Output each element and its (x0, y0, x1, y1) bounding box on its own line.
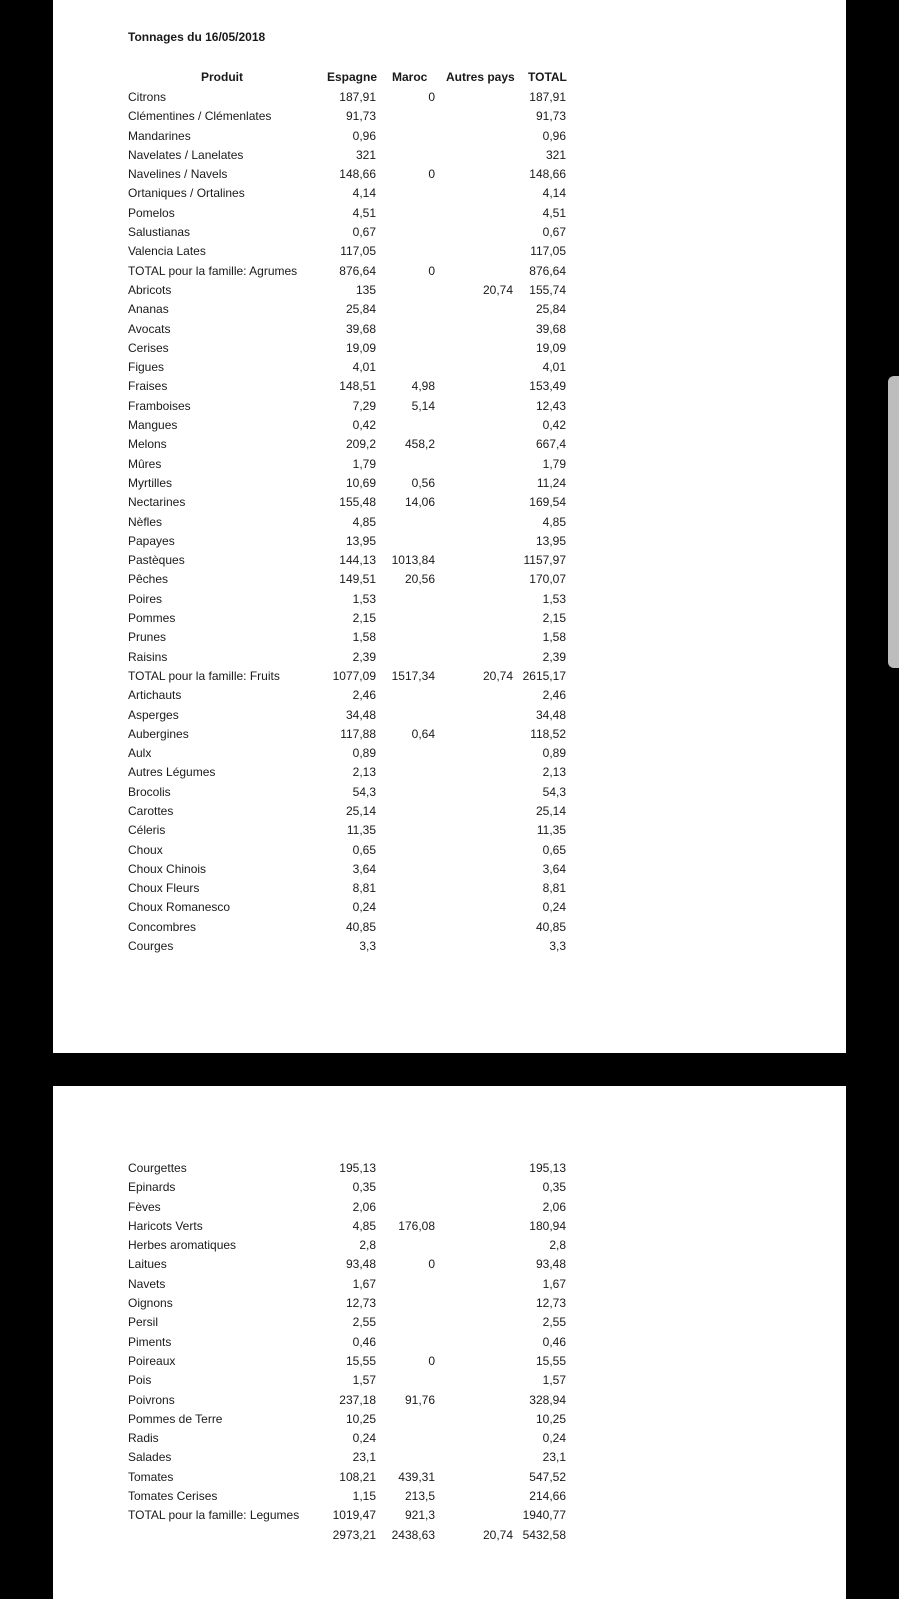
cell-total: 2,15 (542, 611, 566, 626)
cell-produit: Persil (128, 1315, 159, 1330)
cell-total: 1157,97 (523, 553, 566, 568)
cell-maroc: 1517,34 (391, 668, 435, 683)
table-row (53, 184, 846, 203)
cell-produit: Choux Chinois (128, 861, 207, 876)
cell-produit: Melons (128, 437, 167, 452)
table-row (53, 146, 846, 165)
cell-total: 4,51 (542, 205, 566, 220)
table-row (53, 1313, 846, 1332)
cell-total: 1940,77 (522, 1508, 566, 1523)
cell-autres-pays: 20,74 (482, 282, 513, 297)
cell-total: 12,73 (535, 1296, 566, 1311)
table-row (53, 1198, 846, 1217)
cell-produit: Choux Fleurs (128, 881, 200, 896)
cell-total: 1,58 (542, 630, 566, 645)
cell-espagne: 2,15 (352, 611, 376, 626)
table-row (53, 1294, 846, 1313)
cell-produit: Pommes de Terre (128, 1411, 223, 1426)
table-row (53, 223, 846, 242)
table-row (53, 551, 846, 570)
cell-produit: Oignons (128, 1296, 173, 1311)
cell-total: 169,54 (529, 495, 566, 510)
cell-total: 12,43 (535, 398, 566, 413)
table-row (53, 937, 846, 956)
cell-espagne: 148,66 (339, 167, 376, 182)
cell-total: 1,57 (542, 1373, 566, 1388)
cell-total: 876,64 (529, 263, 566, 278)
cell-total: 1,79 (542, 456, 566, 471)
cell-produit: Papayes (128, 533, 175, 548)
document-title: Tonnages du 16/05/2018 (128, 30, 266, 44)
cell-produit: Choux (128, 842, 163, 857)
cell-produit: Pomelos (128, 205, 175, 220)
cell-produit: Carottes (128, 803, 174, 818)
cell-total: 2615,17 (522, 668, 566, 683)
cell-produit: Céleris (128, 823, 166, 838)
header-produit: Produit (201, 70, 243, 84)
cell-total: 25,14 (535, 803, 566, 818)
cell-produit: Navets (128, 1276, 166, 1291)
cell-espagne: 2,06 (352, 1199, 376, 1214)
cell-espagne: 3,3 (359, 939, 376, 954)
table-row (53, 1352, 846, 1371)
cell-maroc: 0 (428, 263, 435, 278)
table-row (53, 320, 846, 339)
cell-total: 148,66 (529, 167, 566, 182)
cell-total: 13,95 (535, 533, 566, 548)
cell-espagne: 2,13 (352, 765, 376, 780)
cell-produit: Pêches (128, 572, 169, 587)
cell-espagne: 1,79 (352, 456, 376, 471)
table-row (53, 416, 846, 435)
cell-produit: Avocats (128, 321, 171, 336)
cell-espagne: 1,53 (352, 591, 376, 606)
cell-produit: Citrons (128, 90, 167, 104)
cell-total: 0,96 (542, 128, 566, 143)
cell-produit: Framboises (128, 398, 191, 413)
table-row (53, 1178, 846, 1197)
cell-maroc: 921,3 (404, 1508, 435, 1523)
table-row (53, 841, 846, 860)
cell-espagne: 11,35 (346, 823, 376, 838)
table-row (53, 1255, 846, 1274)
cell-total: 328,94 (529, 1392, 566, 1407)
table-row (53, 1429, 846, 1448)
cell-produit: Asperges (128, 707, 179, 722)
table-row (53, 1487, 846, 1506)
table-row (53, 281, 846, 300)
cell-espagne: 40,85 (345, 919, 376, 934)
cell-espagne: 117,88 (340, 726, 376, 741)
cell-produit: Abricots (128, 282, 172, 297)
cell-espagne: 23,1 (352, 1450, 376, 1465)
cell-total: 34,48 (535, 707, 566, 722)
cell-total: 10,25 (535, 1411, 566, 1426)
table-row (53, 513, 846, 532)
cell-espagne: 25,14 (345, 803, 376, 818)
header-total: TOTAL (528, 70, 567, 84)
table-row (53, 435, 846, 454)
cell-total: 2,06 (542, 1199, 566, 1214)
cell-produit: Cerises (128, 340, 169, 355)
cell-espagne: 0,65 (352, 842, 376, 857)
cell-espagne: 1019,47 (332, 1508, 376, 1523)
cell-espagne: 0,67 (352, 225, 376, 240)
cell-produit: Radis (128, 1431, 159, 1446)
cell-espagne: 0,42 (352, 418, 376, 433)
cell-produit: Pois (128, 1373, 152, 1388)
cell-maroc: 176,08 (398, 1218, 435, 1233)
table-row (53, 725, 846, 744)
cell-espagne: 19,09 (345, 340, 376, 355)
table-row (53, 1236, 846, 1255)
cell-total: 11,24 (536, 475, 566, 490)
cell-produit: Myrtilles (128, 475, 172, 490)
cell-total: 0,89 (542, 746, 566, 761)
cell-produit: Valencia Lates (128, 244, 206, 259)
document-page-2 (53, 1086, 846, 1599)
cell-espagne: 39,68 (345, 321, 376, 336)
cell-produit: Courges (128, 939, 174, 954)
cell-espagne: 25,84 (345, 302, 376, 317)
cell-produit: Nèfles (128, 514, 163, 529)
cell-espagne: 2,8 (359, 1238, 376, 1253)
cell-produit: Clémentines / Clémenlates (128, 109, 272, 124)
cell-espagne: 91,73 (345, 109, 376, 124)
cell-produit: Mandarines (128, 128, 191, 143)
cell-total: 170,07 (529, 572, 566, 587)
cell-maroc: 0,64 (411, 726, 435, 741)
cell-espagne: 12,73 (345, 1296, 376, 1311)
cell-espagne: 93,48 (345, 1257, 376, 1272)
cell-maroc: 0 (428, 1257, 435, 1272)
cell-produit: Haricots Verts (128, 1218, 203, 1233)
table-row (53, 1333, 846, 1352)
table-row (53, 1506, 846, 1525)
cell-total: 0,24 (542, 1431, 566, 1446)
cell-espagne: 0,24 (352, 1431, 376, 1446)
table-row (53, 783, 846, 802)
cell-total: 2,46 (542, 688, 566, 703)
cell-total: 667,4 (535, 437, 566, 452)
table-row (53, 648, 846, 667)
table-row (53, 339, 846, 358)
cell-total: 91,73 (535, 109, 566, 124)
cell-espagne: 144,13 (339, 553, 376, 568)
cell-total: 1,53 (542, 591, 566, 606)
header-maroc: Maroc (392, 70, 428, 84)
table-row (53, 1526, 846, 1545)
cell-maroc: 1013,84 (391, 553, 435, 568)
table-row (53, 686, 846, 705)
cell-total: 0,65 (542, 842, 566, 857)
cell-total: 0,42 (542, 418, 566, 433)
cell-total: 54,3 (542, 784, 566, 799)
table-row (53, 127, 846, 146)
cell-produit: Laitues (128, 1257, 167, 1272)
cell-produit: Mûres (128, 456, 162, 471)
cell-produit: Aubergines (128, 726, 189, 741)
cell-total: 214,66 (529, 1489, 566, 1504)
cell-total: 118,52 (530, 726, 566, 741)
cell-produit: Herbes aromatiques (128, 1238, 237, 1253)
cell-total: 23,1 (542, 1450, 566, 1465)
cell-espagne: 10,69 (345, 475, 376, 490)
cell-autres-pays: 20,74 (482, 668, 513, 683)
table-row (53, 879, 846, 898)
cell-espagne: 1077,09 (332, 668, 376, 683)
cell-espagne: 2,46 (352, 688, 376, 703)
cell-espagne: 15,55 (345, 1353, 376, 1368)
table-row (53, 821, 846, 840)
cell-espagne: 13,95 (345, 533, 376, 548)
cell-espagne: 4,85 (352, 1218, 376, 1233)
cell-espagne: 4,01 (352, 360, 376, 375)
cell-espagne: 0,35 (352, 1180, 376, 1195)
cell-produit: Tomates (128, 1469, 174, 1484)
cell-espagne: 54,3 (352, 784, 376, 799)
cell-produit: TOTAL pour la famille: Fruits (128, 668, 280, 683)
cell-produit: Concombres (128, 919, 197, 934)
cell-total: 195,13 (529, 1161, 566, 1175)
table-row (53, 397, 846, 416)
cell-espagne: 1,67 (352, 1276, 376, 1291)
cell-produit: Salades (128, 1450, 172, 1465)
cell-maroc: 439,31 (398, 1469, 435, 1484)
table-row (53, 918, 846, 937)
cell-produit: TOTAL pour la famille: Legumes (128, 1508, 300, 1523)
cell-espagne: 321 (355, 147, 376, 162)
cell-produit: Fraises (128, 379, 168, 394)
cell-produit: Piments (128, 1334, 172, 1349)
cell-produit: Poires (128, 591, 163, 606)
cell-espagne: 3,64 (352, 861, 376, 876)
table-row (53, 377, 846, 396)
table-row (53, 107, 846, 126)
table-row (53, 1371, 846, 1390)
cell-total: 1,67 (542, 1276, 566, 1291)
cell-espagne: 4,85 (352, 514, 376, 529)
cell-produit: Pommes (128, 611, 176, 626)
cell-espagne: 155,48 (339, 495, 376, 510)
cell-produit: Epinards (128, 1180, 176, 1195)
cell-maroc: 0 (428, 167, 435, 182)
table-row (53, 1391, 846, 1410)
cell-espagne: 1,15 (352, 1489, 376, 1504)
cell-maroc: 2438,63 (391, 1527, 435, 1542)
cell-espagne: 2,55 (352, 1315, 376, 1330)
cell-espagne: 4,14 (352, 186, 376, 201)
cell-total: 19,09 (535, 340, 566, 355)
cell-espagne: 0,24 (352, 900, 376, 915)
cell-produit: Brocolis (128, 784, 171, 799)
table-row (53, 763, 846, 782)
cell-total: 2,39 (542, 649, 566, 664)
table-row (53, 493, 846, 512)
cell-maroc: 4,98 (411, 379, 435, 394)
cell-total: 153,49 (529, 379, 566, 394)
table-row (53, 628, 846, 647)
table-row (53, 88, 846, 107)
cell-maroc: 0,56 (411, 475, 435, 490)
cell-espagne: 0,96 (352, 128, 376, 143)
cell-total: 117,05 (530, 244, 566, 259)
cell-total: 40,85 (535, 919, 566, 934)
table-row (53, 1468, 846, 1487)
cell-total: 11,35 (536, 823, 566, 838)
cell-espagne: 2973,21 (332, 1527, 376, 1542)
cell-produit: Autres Légumes (128, 765, 216, 780)
cell-produit: Prunes (128, 630, 167, 645)
cell-espagne: 195,13 (339, 1161, 376, 1175)
document-page-1 (53, 0, 846, 1053)
cell-total: 2,8 (549, 1238, 566, 1253)
table-row (53, 300, 846, 319)
cell-maroc: 0 (428, 90, 435, 104)
cell-produit: Navelates / Lanelates (128, 147, 244, 162)
table-body-page-1 (53, 88, 846, 956)
cell-maroc: 458,2 (404, 437, 435, 452)
table-row (53, 532, 846, 551)
cell-total: 547,52 (529, 1469, 566, 1484)
cell-produit: Poivrons (128, 1392, 175, 1407)
table-row (53, 706, 846, 725)
cell-produit: Choux Romanesco (128, 900, 231, 915)
table-row (53, 744, 846, 763)
cell-total: 0,35 (542, 1180, 566, 1195)
cell-total: 93,48 (535, 1257, 566, 1272)
header-autres-pays: Autres pays (446, 70, 515, 84)
cell-produit: Poireaux (128, 1353, 176, 1368)
cell-espagne: 0,89 (352, 746, 376, 761)
cell-produit: TOTAL pour la famille: Agrumes (128, 263, 298, 278)
cell-espagne: 2,39 (352, 649, 376, 664)
cell-total: 8,81 (542, 881, 566, 896)
table-row (53, 455, 846, 474)
table-row (53, 1448, 846, 1467)
header-espagne: Espagne (327, 70, 378, 84)
cell-total: 155,74 (529, 282, 566, 297)
cell-espagne: 117,05 (340, 244, 376, 259)
cell-total: 0,24 (542, 900, 566, 915)
cell-espagne: 187,91 (339, 90, 376, 104)
cell-produit: Mangues (128, 418, 178, 433)
cell-total: 180,94 (529, 1218, 566, 1233)
table-row (53, 1410, 846, 1429)
table-row (53, 667, 846, 686)
table-row (53, 590, 846, 609)
cell-espagne: 0,46 (352, 1334, 376, 1349)
cell-maroc: 20,56 (404, 572, 435, 587)
cell-produit: Raisins (128, 649, 168, 664)
table-row (53, 204, 846, 223)
cell-produit: Ananas (128, 302, 169, 317)
cell-produit: Fèves (128, 1199, 161, 1214)
table-body-page-2 (53, 1159, 846, 1545)
cell-produit: Navelines / Navels (128, 167, 228, 182)
cell-espagne: 7,29 (352, 398, 376, 413)
cell-espagne: 34,48 (345, 707, 376, 722)
cell-total: 39,68 (535, 321, 566, 336)
table-row (53, 242, 846, 261)
cell-espagne: 108,21 (339, 1469, 376, 1484)
cell-espagne: 4,51 (352, 205, 376, 220)
cell-total: 4,01 (542, 360, 566, 375)
cell-produit: Nectarines (128, 495, 186, 510)
cell-produit: Figues (128, 360, 165, 375)
cell-produit: Aulx (128, 746, 152, 761)
table-row (53, 609, 846, 628)
cell-total: 25,84 (535, 302, 566, 317)
table-row (53, 474, 846, 493)
table-row (53, 165, 846, 184)
cell-maroc: 5,14 (411, 398, 435, 413)
table-row (53, 358, 846, 377)
table-row (53, 860, 846, 879)
cell-autres-pays: 20,74 (482, 1527, 513, 1542)
cell-total: 5432,58 (522, 1527, 566, 1542)
cell-produit: Salustianas (128, 225, 191, 240)
cell-maroc: 14,06 (404, 495, 435, 510)
table-row (53, 802, 846, 821)
cell-espagne: 10,25 (345, 1411, 376, 1426)
cell-espagne: 876,64 (339, 263, 376, 278)
cell-produit: Pastèques (128, 553, 185, 568)
cell-produit: Tomates Cerises (128, 1489, 218, 1504)
cell-espagne: 1,57 (352, 1373, 376, 1388)
scrollbar-thumb[interactable] (888, 376, 899, 668)
cell-total: 0,67 (542, 225, 566, 240)
cell-maroc: 0 (428, 1353, 435, 1368)
cell-total: 187,91 (529, 90, 566, 104)
cell-total: 3,64 (542, 861, 566, 876)
cell-total: 4,14 (542, 186, 566, 201)
table-row (53, 262, 846, 281)
cell-total: 4,85 (542, 514, 566, 529)
cell-maroc: 213,5 (404, 1489, 435, 1504)
cell-espagne: 209,2 (345, 437, 376, 452)
cell-espagne: 135 (355, 282, 376, 297)
cell-espagne: 149,51 (339, 572, 376, 587)
cell-espagne: 148,51 (339, 379, 376, 394)
cell-total: 321 (545, 147, 566, 162)
cell-maroc: 91,76 (404, 1392, 435, 1407)
cell-produit: Ortaniques / Ortalines (128, 186, 245, 201)
cell-espagne: 8,81 (352, 881, 376, 896)
cell-produit: Artichauts (128, 688, 182, 703)
cell-total: 0,46 (542, 1334, 566, 1349)
cell-espagne: 1,58 (352, 630, 376, 645)
table-row (53, 1275, 846, 1294)
table-row (53, 898, 846, 917)
cell-total: 3,3 (549, 939, 566, 954)
cell-produit: Courgettes (128, 1161, 187, 1175)
cell-espagne: 237,18 (339, 1392, 376, 1407)
table-row (53, 1217, 846, 1236)
table-row (53, 570, 846, 589)
cell-total: 2,55 (542, 1315, 566, 1330)
cell-total: 2,13 (542, 765, 566, 780)
table-row (53, 1159, 846, 1178)
cell-total: 15,55 (535, 1353, 566, 1368)
